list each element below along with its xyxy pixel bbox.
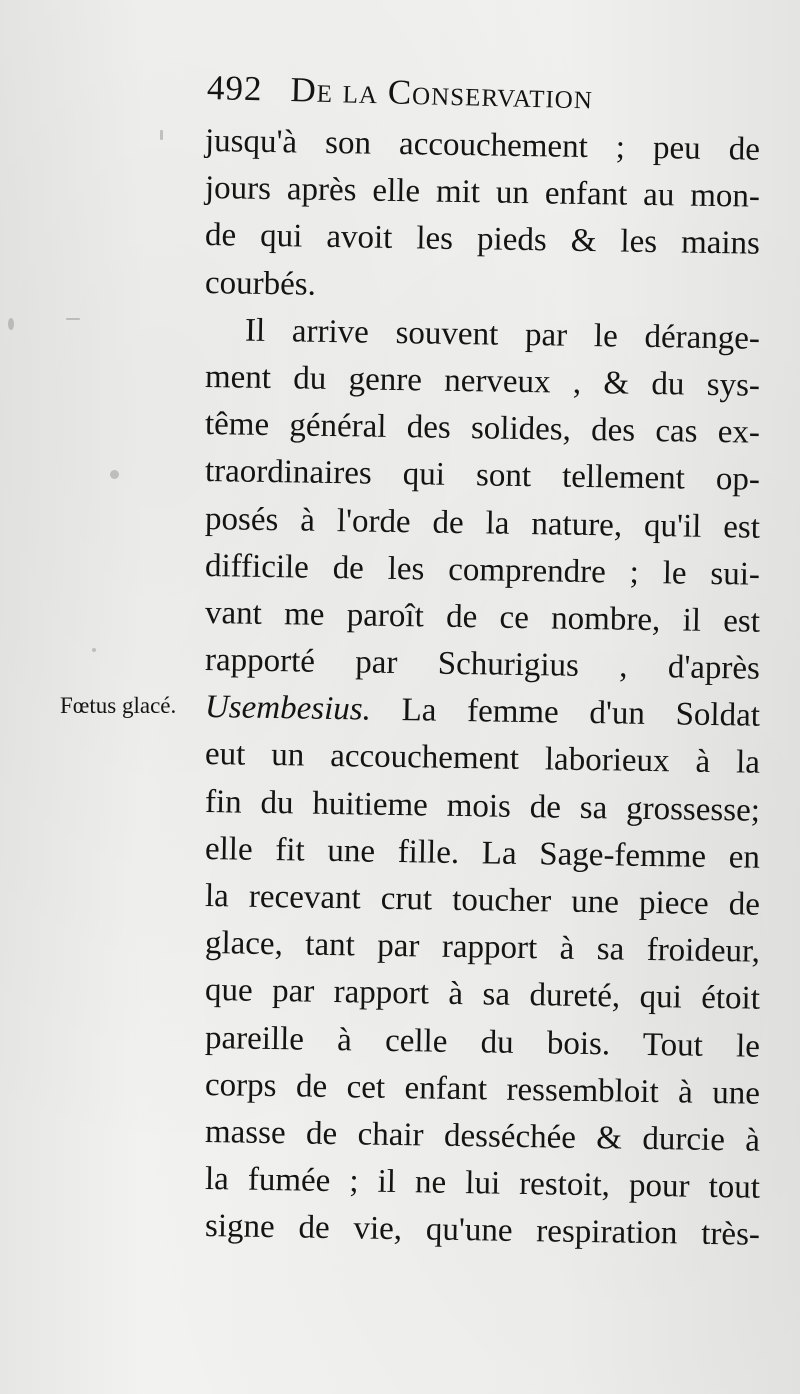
text-line: eut un accouchement laborieux à la (204, 736, 761, 782)
text-line: Il arrive souvent par le dérange- (244, 312, 761, 357)
text-line: que par rapport à sa dureté, qui étoit (204, 972, 761, 1018)
text-line: posés à l'orde de la nature, qu'il est (204, 500, 761, 546)
text-line: de qui avoit les pieds & les mains (204, 217, 761, 263)
text-line: ment du genre nerveux , & du sys- (204, 358, 761, 404)
text-line: courbés. (204, 264, 317, 303)
text-fragment: La femme d'un Soldat (370, 691, 761, 734)
text-line: pareille à celle du bois. Tout le (204, 1019, 761, 1065)
text-line: rapporté par Schurigius , d'après (204, 642, 761, 687)
text-line: masse de chair desséchée & durcie à (204, 1113, 761, 1159)
text-line: fin du huitieme mois de sa grossesse; (204, 783, 761, 829)
text-line: jusqu'à son accouchement ; peu de (204, 123, 761, 168)
text-line: jours après elle mit un enfant au mon- (204, 170, 761, 215)
text-line: vant me paroît de ce nombre, il est (204, 594, 761, 640)
text-line: la recevant crut toucher une piece de (204, 878, 761, 923)
author-name: Usembesius. (204, 689, 372, 728)
paper-speck (8, 318, 14, 330)
text-line: elle fit une fille. La Sage-femme en (204, 830, 761, 876)
text-line: la fumée ; il ne lui restoit, pour tout (204, 1161, 761, 1206)
paper-speck (66, 318, 80, 320)
paper-speck (110, 470, 119, 479)
header-title: De la Conservation (290, 70, 594, 117)
text-line: corps de cet enfant ressembloit à une (204, 1066, 761, 1112)
text-line: signe de vie, qu'une respiration très- (204, 1208, 761, 1254)
text-line: traordinaires qui sont tellement op- (204, 453, 761, 499)
text-line: difficile de les comprendre ; le sui- (204, 547, 761, 593)
running-header (206, 68, 707, 124)
body-text (204, 118, 761, 1254)
text-line: glace, tant par rapport à sa froideur, (204, 925, 761, 970)
paper-speck (92, 648, 96, 652)
text-line: tême général des solides, des cas ex- (204, 406, 761, 451)
paper-speck (160, 130, 163, 140)
page-number: 492 (206, 68, 264, 109)
margin-note: Fœtus glacé. (60, 693, 177, 718)
